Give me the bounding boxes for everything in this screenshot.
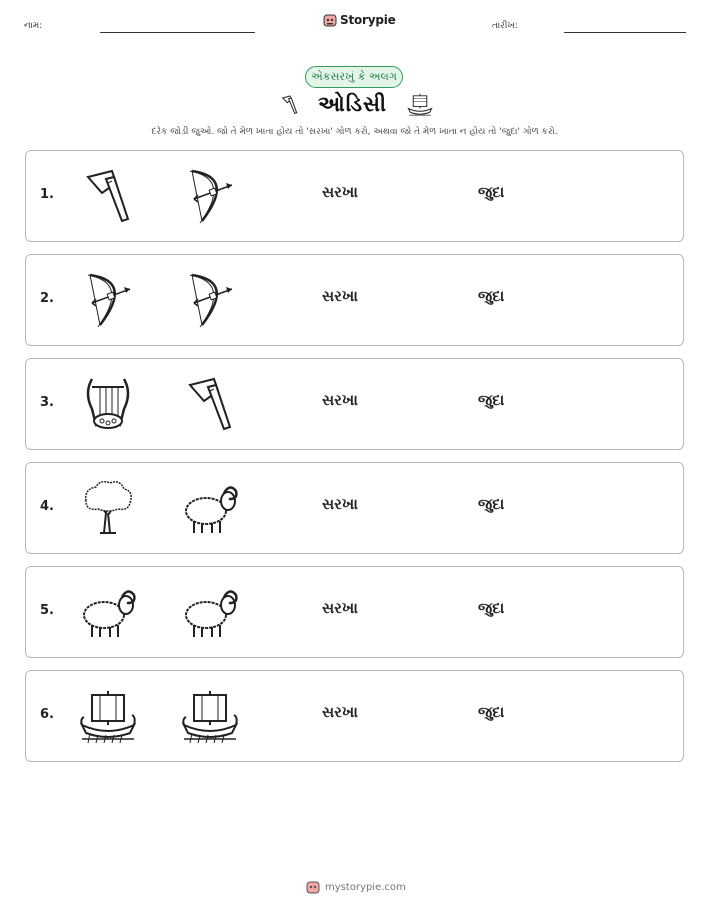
axe-icon xyxy=(78,165,138,227)
page-title: ઓડિસી xyxy=(318,92,388,116)
ram-icon xyxy=(180,581,240,643)
date-label: તારીખ: xyxy=(492,21,518,31)
brand-logo xyxy=(323,13,396,27)
lyre-icon xyxy=(78,373,138,435)
exercise-row xyxy=(25,254,684,346)
date-line[interactable] xyxy=(564,32,686,33)
exercise-row xyxy=(25,150,684,242)
right-picture xyxy=(180,165,240,227)
option-different[interactable]: જુદા xyxy=(478,287,505,305)
row-number: 2. xyxy=(40,291,54,306)
right-picture xyxy=(180,373,240,435)
right-picture xyxy=(180,581,240,643)
option-same[interactable]: સરખા xyxy=(322,495,358,513)
worksheet-type-badge: એકસરખું કે અલગ xyxy=(305,66,403,88)
ram-icon xyxy=(78,581,138,643)
brand-name: Storypie xyxy=(340,13,396,27)
option-same[interactable]: સરખા xyxy=(322,599,358,617)
row-number: 3. xyxy=(40,395,54,410)
row-number: 5. xyxy=(40,603,54,618)
option-same[interactable]: સરખા xyxy=(322,703,358,721)
option-different[interactable]: જુદા xyxy=(478,183,505,201)
axe-icon xyxy=(180,373,240,435)
exercise-row xyxy=(25,462,684,554)
exercise-row xyxy=(25,358,684,450)
bow-icon xyxy=(78,269,138,331)
footer-url: mystorypie.com xyxy=(325,881,406,893)
axe-icon xyxy=(280,92,300,118)
option-same[interactable]: સરખા xyxy=(322,391,358,409)
bow-icon xyxy=(180,165,240,227)
option-different[interactable]: જુદા xyxy=(478,703,505,721)
exercise-row xyxy=(25,670,684,762)
left-picture xyxy=(78,477,138,539)
left-picture xyxy=(78,269,138,331)
option-different[interactable]: જુદા xyxy=(478,391,505,409)
option-same[interactable]: સરખા xyxy=(322,183,358,201)
exercise-row xyxy=(25,566,684,658)
right-picture xyxy=(180,477,240,539)
instructions: દરેક જોડી જુઓ. જો તે મેળ ખાતા હોય તો 'સરખા' ગોળ કરો, અથવા જો તે મેળ ખાતા ન હોય તો 'જુદા' ગોળ કરો. xyxy=(151,127,558,137)
ship-icon xyxy=(180,685,240,747)
storypie-mascot-icon xyxy=(306,880,320,894)
option-same[interactable]: સરખા xyxy=(322,287,358,305)
footer xyxy=(306,880,406,894)
option-different[interactable]: જુદા xyxy=(478,599,505,617)
left-picture xyxy=(78,373,138,435)
ram-icon xyxy=(180,477,240,539)
right-picture xyxy=(180,269,240,331)
left-picture xyxy=(78,685,138,747)
row-number: 4. xyxy=(40,499,54,514)
olive-tree-icon xyxy=(78,477,138,539)
option-different[interactable]: જુદા xyxy=(478,495,505,513)
bow-icon xyxy=(180,269,240,331)
left-picture xyxy=(78,581,138,643)
name-label: નામ: xyxy=(24,21,43,31)
ship-icon xyxy=(404,90,436,120)
title-row xyxy=(0,88,709,124)
left-picture xyxy=(78,165,138,227)
storypie-mascot-icon xyxy=(323,13,337,27)
row-number: 1. xyxy=(40,187,54,202)
row-number: 6. xyxy=(40,707,54,722)
worksheet-header xyxy=(0,0,709,50)
name-line[interactable] xyxy=(100,32,255,33)
ship-icon xyxy=(78,685,138,747)
right-picture xyxy=(180,685,240,747)
